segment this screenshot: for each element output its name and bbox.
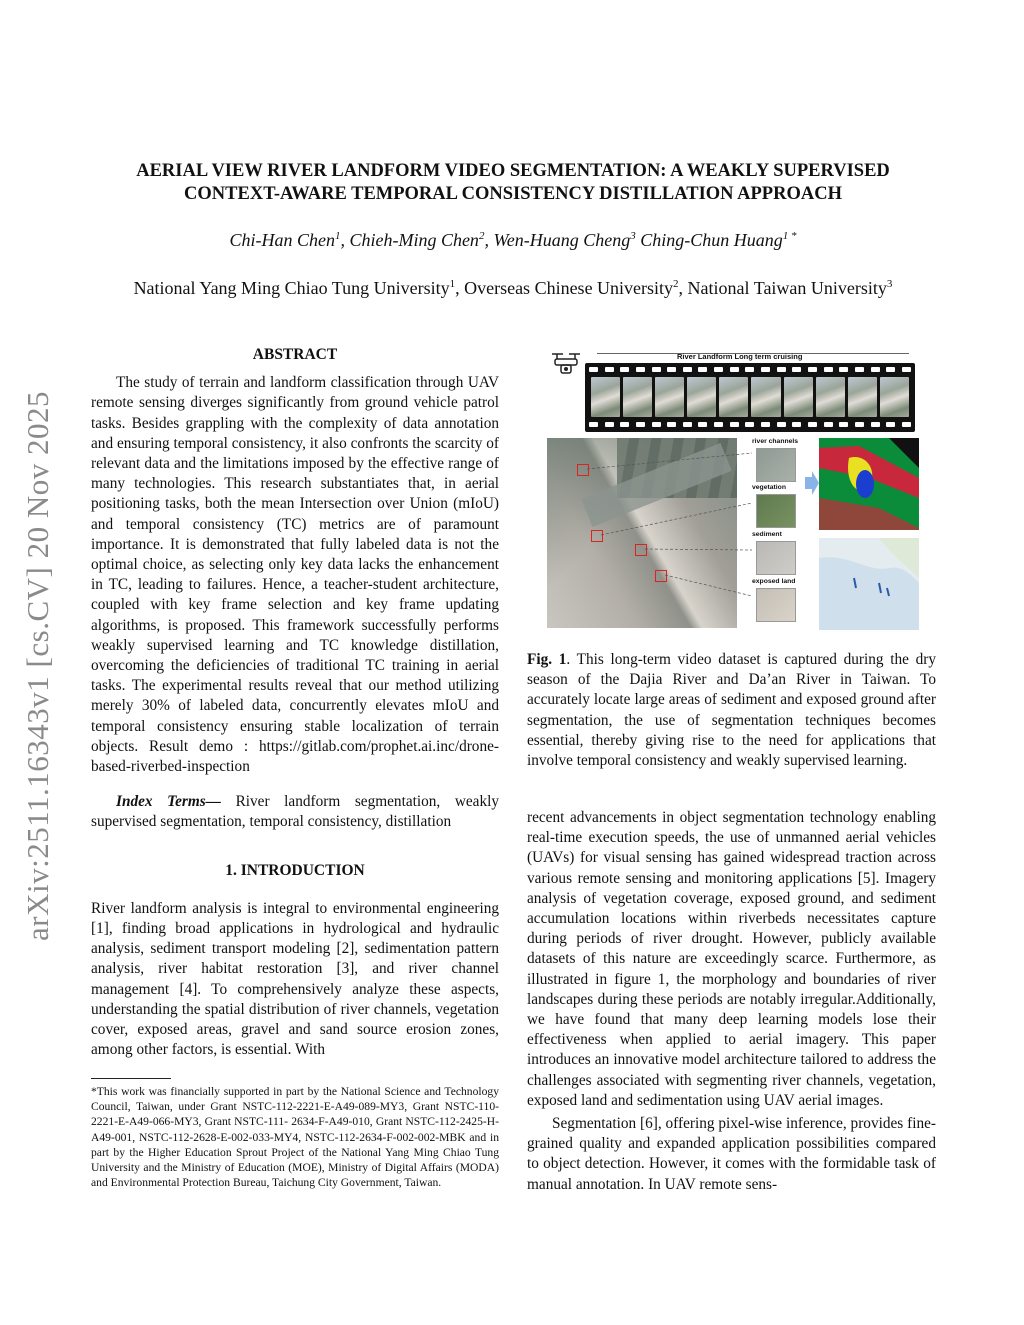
caption-text: . This long-term video dataset is captured during the dry season of the Dajia River and Da’an River in Taiwan. To accurately locate large areas of sediment and exposed ground after segmentation, the use of segmentation techniques becomes essential, thereby giving rise to the need for applications that involve temporal consistency and weakly supervised learning.	[527, 651, 936, 770]
thumb-river-channels	[756, 448, 796, 482]
index-terms-text: River landform segmentation, weakly supervised segmentation, temporal consistency, distillation	[91, 793, 499, 831]
footnote-rule	[91, 1078, 171, 1079]
sprocket-row	[589, 367, 911, 373]
affiliation-list	[60, 278, 966, 299]
introduction-text-right-2: Segmentation [6], offering pixel-wise inference, provides fine-grained quality and expanded application possibilities compared to object detection. However, it comes with the formidable task of manual annotation. In UAV remote sens-	[527, 1115, 936, 1193]
figure-1	[547, 346, 919, 632]
affiliation: National Yang Ming Chiao Tung University$^1$,	[133, 278, 465, 298]
label-vegetation: vegetation	[752, 484, 786, 491]
strip-title: River Landform Long term cruising	[677, 352, 803, 361]
author: Chieh-Ming Chen$^2$,	[349, 230, 494, 250]
thumb-sediment	[756, 541, 796, 575]
video-frame	[784, 377, 813, 417]
map-view	[819, 538, 919, 630]
author: Ching-Chun Huang$^{1 *}$	[640, 230, 797, 250]
label-exposed-land: exposed land	[752, 578, 796, 585]
video-frame	[591, 377, 620, 417]
paper-title	[80, 160, 946, 206]
video-frame	[816, 377, 845, 417]
video-filmstrip	[585, 363, 915, 432]
introduction-text-left: River landform analysis is integral to environmental engineering [1], finding broad applications in hydrological and hydraulic analysis, sediment transport modeling [2], sedimentation pattern analysis, river habitat restoration [3], and river channel management [4]. To comprehensively analyze these aspects, understanding the spatial distribution of river channels, vegetation cover, exposed areas, gravel and sand source erosion zones, among other factors, is essential. With	[91, 899, 499, 1059]
sprocket-row	[589, 422, 911, 428]
video-frame	[848, 377, 877, 417]
thumb-exposed-land	[756, 588, 796, 622]
affiliation: National Taiwan University$^3$	[687, 278, 893, 298]
map-drawing	[819, 538, 919, 630]
affiliation: Overseas Chinese University$^2$,	[464, 278, 688, 298]
author: Wen-Huang Cheng$^3$	[493, 230, 636, 250]
class-thumbnails	[752, 438, 804, 628]
caption-label: Fig. 1	[527, 651, 567, 668]
video-frame	[623, 377, 652, 417]
video-frame	[655, 377, 684, 417]
title-line-2: CONTEXT-AWARE TEMPORAL CONSISTENCY DISTILLATION APPROACH	[184, 184, 842, 204]
author: Chi-Han Chen$^1$,	[229, 230, 350, 250]
drone-icon	[549, 350, 583, 376]
video-frames	[591, 377, 909, 417]
arxiv-identifier: arXiv:2511.16343v1 [cs.CV] 20 Nov 2025	[20, 391, 55, 941]
left-column	[91, 345, 499, 1061]
video-frame	[687, 377, 716, 417]
introduction-heading: 1. INTRODUCTION	[225, 861, 365, 879]
segmentation-map	[819, 438, 919, 530]
video-frame	[880, 377, 909, 417]
label-river-channels: river channels	[752, 438, 799, 445]
abstract-heading: ABSTRACT	[252, 346, 338, 363]
video-frame	[751, 377, 780, 417]
abstract-text: The study of terrain and landform classification through UAV remote sensing diverges significantly from ground vehicle patrol tasks. Besides grappling with the complexity of data annotation and ensuring temporal consistency, it also confronts the scarcity of relevant data and the limitations imposed by the effective range of many technologies. This research substantiates that, in aerial positioning tasks, both the mean Intersection over Union (mIoU) and temporal consistency (TC) metrics are of paramount importance. It is demonstrated that fully labeled data is not the optimal choice, as selecting only key data lacks the enhancement in TC, leading to failures. Hence, a teacher-student architecture, coupled with key frame selection and key frame updating algorithms, is proposed. This framework successfully performs weakly supervised learning and TC knowledge distillation, overcoming the deficiencies of traditional TC training in aerial tasks. The experimental results reveal that our method utilizing merely 30% of labeled data, concurrently elevates mIoU and temporal consistency ensuring stable localization of terrain objects. Result demo : https://gitlab.com/prophet.ai.inc/drone-based-riverbed-inspection	[91, 374, 499, 776]
footnote: *This work was financially supported in part by the National Science and Technology Council, Taiwan, under Grant NSTC-112-2221-E-A49-089-MY3, Grant NSTC-110-2221-E-A49-066-MY3, Grant NSTC-111- 2634-F-A49-010, Grant NSTC-112-2425-H-A49-001, NSTC-112-2628-E-002-033-MY4, NSTC-112-2634-F-002-002-MBK and in part by the Higher Education Sprout Project of the National Yang Ming Chiao Tung University and the Ministry of Education (MOE), Ministry of Digital Affairs (MODA) and Environmental Protection Bureau, Taichung City Government, Taiwan.	[91, 1085, 499, 1190]
index-terms	[91, 792, 499, 832]
right-column	[527, 808, 936, 1195]
label-sediment: sediment	[752, 531, 782, 538]
arrow-right-icon	[805, 471, 819, 495]
segmentation-mask	[819, 438, 919, 530]
figure-caption	[527, 650, 936, 771]
index-terms-label: Index Terms—	[116, 793, 221, 811]
author-list	[80, 230, 946, 251]
introduction-text-right: recent advancements in object segmentation technology enabling real-time execution speeds, the use of unmanned aerial vehicles (UAVs) for visual sensing has gained widespread traction across various remote sensing and monitoring applications [5]. Imagery analysis of vegetation coverage, exposed ground, and sediment accumulation locations within riverbeds necessitates capture during periods of river drought. However, publicly available datasets of this nature are exceedingly scarce. Furthermore, as illustrated in figure 1, the morphology and boundaries of river landscapes during these periods are notably irregular.Additionally, we have found that many deep learning models lose their effectiveness when applied to aerial imagery. This paper introduces an innovative model architecture tailored to address the challenges associated with segmenting river channels, vegetation, exposed land and sedimentation using UAV aerial images.	[527, 809, 936, 1109]
title-line-1: AERIAL VIEW RIVER LANDFORM VIDEO SEGMENTATION: A WEAKLY SUPERVISED	[136, 161, 890, 181]
thumb-vegetation	[756, 494, 796, 528]
video-frame	[719, 377, 748, 417]
